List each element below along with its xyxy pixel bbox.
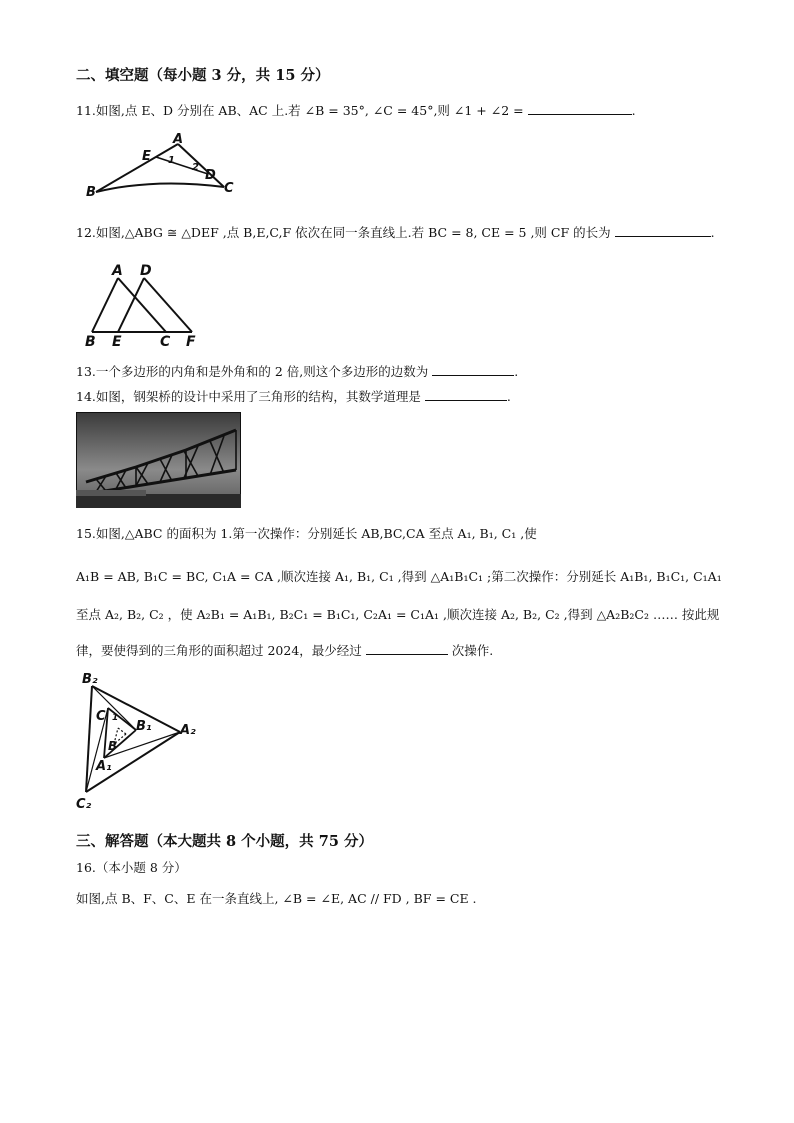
label-B2: B₂ — [82, 672, 98, 687]
label-B: B — [85, 334, 96, 346]
label-B1: B₁ — [136, 719, 152, 734]
question-12-text: 12.如图,△ABG ≅ △DEF ,点 B,E,C,F 依次在同一条直线上.若 BC = 8, CE = 5 ,则 CF 的长为 — [76, 225, 611, 240]
question-15-line-4 — [76, 641, 493, 659]
label-E: E — [112, 334, 122, 346]
question-14-end: . — [506, 389, 511, 404]
label-F: F — [186, 334, 196, 346]
label-A2: A₂ — [180, 723, 196, 738]
question-11-end: . — [631, 103, 636, 118]
angle-label-1: 1 — [168, 155, 175, 166]
question-11 — [76, 101, 636, 119]
label-C: C — [224, 181, 234, 196]
label-A: A — [112, 263, 123, 279]
section-heading-answers: 三、解答题（本大题共 8 个小题，共 75 分） — [76, 833, 373, 850]
label-D: D — [205, 168, 216, 183]
figure-q11-triangle — [84, 130, 244, 202]
bridge-photo — [76, 412, 241, 508]
question-14 — [76, 387, 511, 405]
question-14-text: 14.如图，钢架桥的设计中采用了三角形的结构，其数学道理是 — [76, 389, 421, 404]
label-E: E — [142, 149, 151, 164]
label-B: B — [108, 739, 118, 753]
label-C: C — [96, 709, 106, 724]
question-12-end: . — [710, 225, 715, 240]
question-16-score: 16.（本小题 8 分） — [76, 860, 187, 875]
answer-blank-11[interactable] — [528, 102, 632, 115]
question-15-line-2: A₁B = AB, B₁C = BC, C₁A = CA ,顺次连接 A₁, B₁, C₁ ,得到 △A₁B₁C₁ ;第二次操作：分别延长 A₁B₁, B₁C₁, C₁A₁ — [76, 569, 722, 584]
question-12 — [76, 223, 715, 241]
label-D: D — [140, 263, 152, 279]
answer-blank-13[interactable] — [432, 363, 514, 376]
answer-blank-12[interactable] — [615, 224, 711, 237]
question-15-line-1: 15.如图,△ABC 的面积为 1.第一次操作：分别延长 AB,BC,CA 至点 A₁, B₁, C₁ ,使 — [76, 526, 537, 541]
question-16-text: 如图,点 B、F、C、E 在一条直线上, ∠B = ∠E, AC // FD , BF = CE . — [76, 891, 477, 906]
label-A1: A₁ — [96, 759, 112, 774]
question-15-line-4-end: 次操作. — [451, 643, 494, 658]
section-heading-fill-in: 二、填空题（每小题 3 分，共 15 分） — [76, 67, 330, 84]
question-15-line-3: 至点 A₂, B₂, C₂ ，使 A₂B₁ = A₁B₁, B₂C₁ = B₁C₁, C₂A₁ = C₁A₁ ,顺次连接 A₂, B₂, C₂ ,得到 △A₂B₂C₂ …… 按此规 — [76, 607, 720, 622]
answer-blank-14[interactable] — [425, 388, 507, 401]
figure-q12-triangles — [82, 260, 212, 346]
answer-blank-15[interactable] — [366, 642, 448, 655]
label-1: 1 — [112, 713, 119, 723]
angle-label-2: 2 — [192, 162, 199, 173]
question-15-line-4-start: 律，要使得到的三角形的面积超过 2024，最少经过 — [76, 643, 362, 658]
figure-q15-nested-triangles — [72, 664, 212, 814]
label-B: B — [86, 185, 96, 200]
question-13-text: 13.一个多边形的内角和是外角和的 2 倍,则这个多边形的边数为 — [76, 364, 429, 379]
label-C2: C₂ — [76, 797, 92, 812]
label-C: C — [160, 334, 171, 346]
label-A: A — [173, 132, 184, 147]
question-13-end: . — [514, 364, 519, 379]
question-13 — [76, 362, 518, 380]
question-11-text: 11.如图,点 E、D 分别在 AB、AC 上.若 ∠B = 35°, ∠C = 45°,则 ∠1 + ∠2 = — [76, 103, 524, 118]
